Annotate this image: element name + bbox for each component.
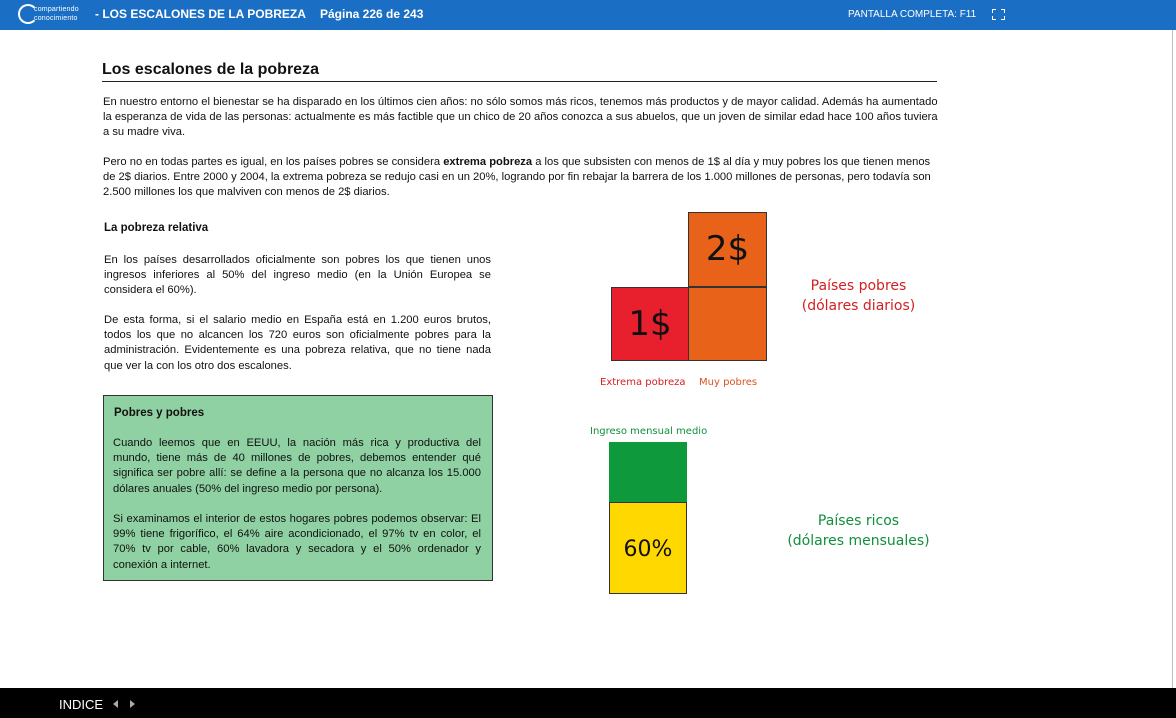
- relative-poverty-paragraph-2: De esta forma, si el salario medio en España está en 1.200 euros brutos, todos los que no alcancen los 720 euros son oficialmente pobres para la administración. Evidentemente es una pobreza relativa, que no tiene nada que ver la con los otro dos escalones.: [104, 314, 491, 372]
- extreme-poverty-emphasis: extrema pobreza: [443, 156, 533, 168]
- sixty-percent-label: 60%: [623, 537, 673, 562]
- bottom-bar: [0, 688, 1176, 718]
- relative-poverty-heading: La pobreza relativa: [104, 222, 209, 234]
- info-box-paragraph-1: Cuando leemos que en EEUU, la nación más rica y productiva del mundo, tiene más de 40 millones de pobres, debemos entender qué significa ser pobre allí: se define a la persona que no alcanza los 15.000 dólares anuales (50% del ingreso medio por persona).: [113, 437, 481, 495]
- poor-countries-line1: Países pobres: [810, 278, 907, 294]
- sixty-percent-block: [609, 502, 687, 594]
- top-bar: [0, 0, 1176, 30]
- triangle-right-icon[interactable]: [130, 700, 135, 708]
- rich-countries-label: [786, 511, 931, 551]
- info-box-title: Pobres y pobres: [114, 407, 205, 419]
- info-box-paragraph-2: Si examinamos el interior de estos hogares pobres podemos observar: El 99% tiene frigorífico, el 64% aire acondicionado, el 97% tv en color, el 70% tv por cable, 60% lavadora y secadora y el 50% ordenador y conexión a internet.: [113, 513, 481, 571]
- logo[interactable]: [18, 3, 80, 27]
- average-income-block: [609, 442, 687, 502]
- relative-poverty-paragraph-1: En los países desarrollados oficialmente son pobres los que tienen unos ingresos inferiores al 50% del ingreso medio (en la Unión Europea se considera el 60%).: [104, 254, 491, 297]
- rich-countries-line2: (dólares mensuales): [787, 533, 930, 549]
- rich-countries-line1: Países ricos: [817, 513, 900, 529]
- extreme-poverty-label: Extrema pobreza: [600, 377, 686, 388]
- page-title: Los escalones de la pobreza: [102, 61, 937, 82]
- poor-countries-label: [786, 276, 931, 316]
- two-dollar-label: 2$: [705, 229, 750, 269]
- page-indicator: Página 226 de 243: [320, 7, 424, 21]
- triangle-left-icon[interactable]: [113, 700, 118, 708]
- very-poor-label: Muy pobres: [699, 377, 758, 388]
- page-edge-divider: [1172, 30, 1173, 688]
- section-title: - LOS ESCALONES DE LA POBREZA: [95, 7, 306, 21]
- poor-countries-line2: (dólares diarios): [801, 298, 916, 314]
- one-dollar-block: [611, 287, 689, 361]
- two-dollar-block: [688, 212, 767, 287]
- rich-poor-info-box: [103, 395, 493, 581]
- average-income-label: Ingreso mensual medio: [590, 426, 708, 437]
- poverty-paragraph-start: Pero no en todas partes es igual, en los países pobres se considera: [103, 156, 444, 168]
- poverty-paragraph: [103, 155, 938, 201]
- fullscreen-label[interactable]: PANTALLA COMPLETA: F11: [848, 9, 977, 20]
- intro-paragraph: En nuestro entorno el bienestar se ha disparado en los últimos cien años: no sólo somos más ricos, tenemos más productos y de mayor calidad. Además ha aumentado la esperanza de vida de las personas: actualmente es más factible que un chico de 20 años conozca a sus abuelos, que un joven de similar edad hace 100 años tuviera a su madre viva.: [103, 96, 938, 139]
- one-dollar-label: 1$: [628, 304, 672, 344]
- very-poor-block: [688, 287, 767, 361]
- index-link[interactable]: INDICE: [59, 697, 104, 712]
- fullscreen-icon[interactable]: [992, 9, 1005, 20]
- logo-text-line2: conocimiento: [34, 15, 78, 22]
- logo-text-line1: compartiendo: [34, 6, 79, 13]
- poverty-paragraph-end: a los que subsisten con menos de 1$ al día y muy pobres los que tienen menos de 2$ diarios. Entre 2000 y 2004, la extrema pobreza se redujo casi en un 20%, logrando por fin rebajar la barrera de los 1.000 millones de personas, pero todavía son 2.500 millones los que malviven con menos de 2$ diarios.: [103, 156, 931, 199]
